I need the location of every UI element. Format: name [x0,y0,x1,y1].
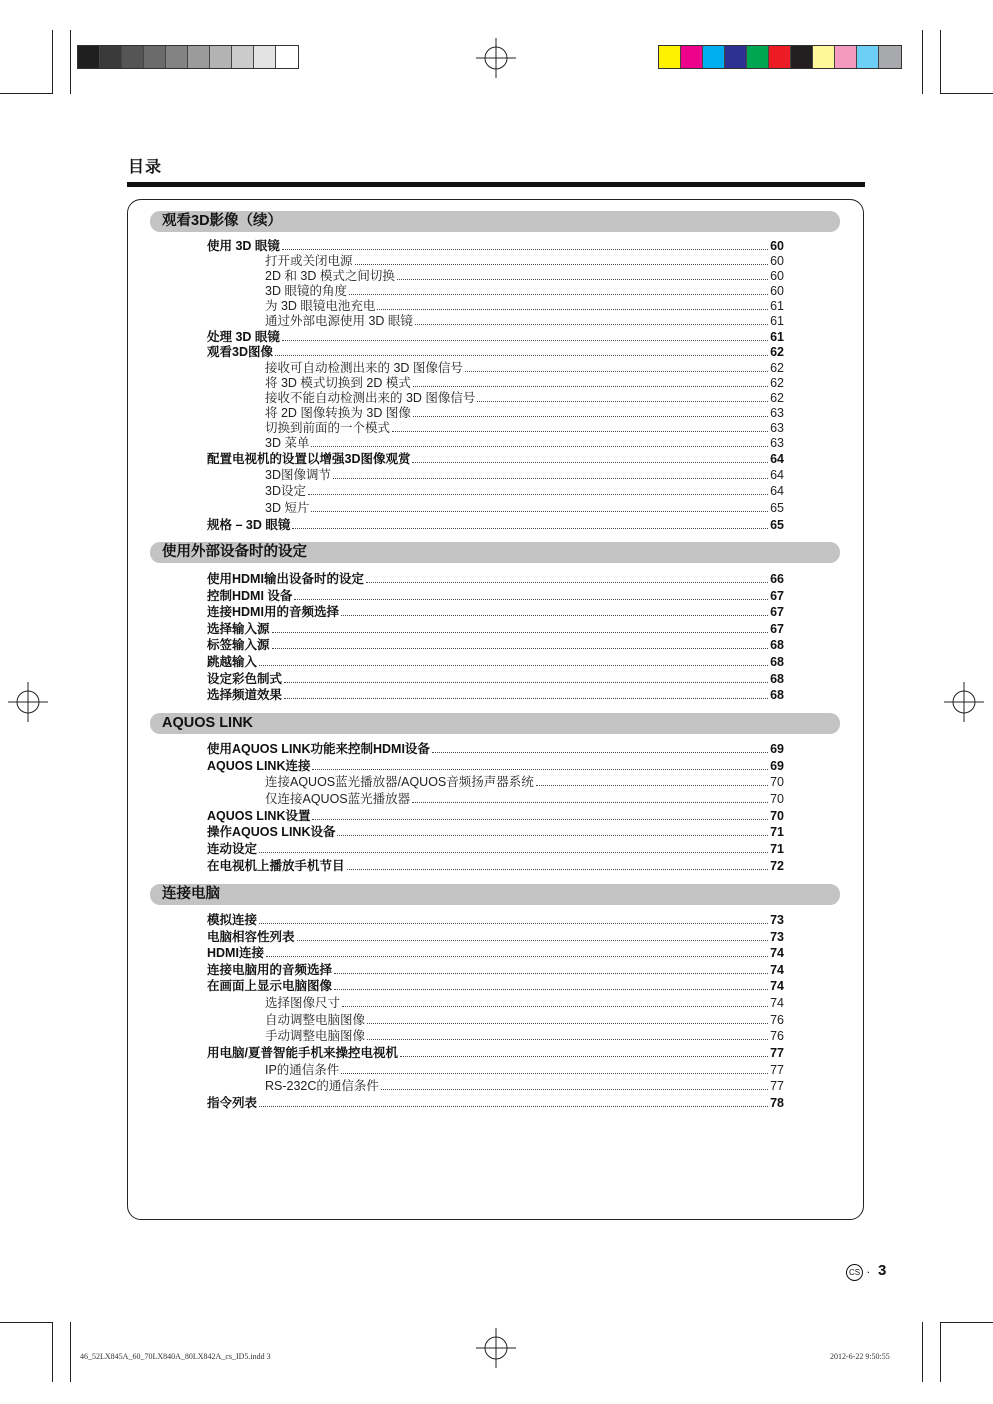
toc-entry-label: 自动调整电脑图像 [265,1013,366,1027]
toc-entry-label: HDMI连接 [207,946,264,960]
toc-entry[interactable] [207,741,784,757]
color-swatch [879,46,901,68]
toc-leader-dots [312,768,768,770]
toc-leader-dots [282,339,768,341]
toc-entry-label: 配置电视机的设置以增强3D图像观赏 [207,452,411,466]
footer-file-info: 46_52LX845A_60_70LX840A_80LX842A_cs_ID5.indd 3 [80,1352,271,1361]
toc-leader-dots [284,697,768,699]
toc-entry-label: AQUOS LINK设置 [207,809,311,823]
toc-entry[interactable] [265,360,784,376]
crop-mark [940,1322,993,1323]
toc-entry-label: 用电脑/夏普智能手机来操控电视机 [207,1046,398,1060]
toc-entry-label: 选择频道效果 [207,688,283,702]
color-swatch [813,46,835,68]
toc-entry[interactable] [207,841,784,857]
page-number: 3 [878,1262,887,1279]
toc-entry[interactable] [207,604,784,620]
toc-entry-page: 65 [770,501,784,515]
toc-entry[interactable] [265,420,784,436]
toc-leader-dots [341,1072,768,1074]
toc-entry-label: 3D设定 [265,484,306,498]
toc-entry-page: 73 [770,913,784,927]
toc-entry[interactable] [265,313,784,329]
toc-entry-label: 将 3D 模式切换到 2D 模式 [265,376,411,390]
toc-leader-dots [400,1055,768,1057]
toc-leader-dots [311,510,768,512]
toc-entry-label: 设定彩色制式 [207,672,283,686]
toc-entry-page: 66 [770,572,784,586]
toc-entry[interactable] [207,962,784,978]
toc-leader-dots [349,293,768,295]
toc-entry-page: 74 [770,979,784,993]
toc-leader-dots [415,323,768,325]
toc-leader-dots [367,1022,768,1024]
toc-entry[interactable] [207,637,784,653]
toc-leader-dots [259,922,768,924]
toc-entry-page: 62 [770,361,784,375]
toc-entry[interactable] [265,467,784,483]
toc-leader-dots [259,664,768,666]
gray-swatch [100,46,122,68]
color-swatch [791,46,813,68]
gray-swatch [210,46,232,68]
registration-mark-icon [944,682,984,722]
toc-entry-page: 76 [770,1013,784,1027]
toc-leader-dots [266,955,768,957]
section-header: 观看3D影像（续） [150,211,840,232]
toc-entry-label: 标签输入源 [207,638,270,652]
toc-entry[interactable] [265,253,784,269]
toc-leader-dots [272,631,769,633]
toc-entry-page: 70 [770,792,784,806]
color-swatch [835,46,857,68]
toc-entry-page: 60 [770,269,784,283]
crop-mark [52,30,53,94]
toc-entry-page: 68 [770,638,784,652]
color-swatch [681,46,703,68]
toc-entry-page: 67 [770,622,784,636]
toc-entry[interactable] [265,268,784,284]
toc-entry-label: 使用AQUOS LINK功能来控制HDMI设备 [207,742,430,756]
toc-leader-dots [413,385,768,387]
crop-mark [922,30,923,94]
toc-entry-page: 74 [770,996,784,1010]
toc-entry-page: 67 [770,605,784,619]
toc-entry-page: 71 [770,842,784,856]
toc-entry[interactable] [207,517,784,533]
toc-leader-dots [275,354,768,356]
toc-entry-page: 61 [770,299,784,313]
toc-leader-dots [294,598,768,600]
crop-mark [52,1322,53,1382]
toc-entry[interactable] [265,375,784,391]
toc-entry[interactable] [207,912,784,928]
toc-entry[interactable] [207,654,784,670]
gray-swatch-strip [77,45,299,69]
toc-entry[interactable] [265,1078,784,1094]
toc-entry-page: 67 [770,589,784,603]
toc-entry-label: 模拟连接 [207,913,258,927]
toc-leader-dots [413,415,768,417]
toc-leader-dots [337,834,768,836]
crop-mark [70,1322,71,1382]
badge-separator: · [866,1264,871,1279]
toc-entry-label: 跳越输入 [207,655,258,669]
toc-entry-label: 连接AQUOS蓝光播放器/AQUOS音频扬声器系统 [265,775,534,789]
toc-entry-label: 3D 眼镜的角度 [265,284,347,298]
toc-entry-page: 62 [770,345,784,359]
toc-entry[interactable] [207,824,784,840]
gray-swatch [122,46,144,68]
color-swatch-strip [658,45,902,69]
toc-entry[interactable] [265,500,784,516]
toc-entry[interactable] [207,1095,784,1111]
toc-entry[interactable] [265,435,784,451]
toc-entry-label: 控制HDMI 设备 [207,589,293,603]
toc-leader-dots [377,308,768,310]
toc-entry-page: 63 [770,421,784,435]
page-title: 目录 [128,159,163,176]
color-swatch [747,46,769,68]
toc-entry-page: 62 [770,376,784,390]
registration-mark-icon [8,682,48,722]
color-swatch [659,46,681,68]
toc-entry-page: 61 [770,330,784,344]
toc-entry-page: 64 [770,484,784,498]
crop-mark [70,30,71,94]
color-swatch [703,46,725,68]
toc-leader-dots [308,493,768,495]
color-swatch [857,46,879,68]
toc-entry[interactable] [207,1045,784,1061]
toc-leader-dots [292,527,768,529]
toc-entry-page: 70 [770,809,784,823]
toc-entry-label: 在画面上显示电脑图像 [207,979,333,993]
toc-entry-label: 通过外部电源使用 3D 眼镜 [265,314,413,328]
toc-entry-page: 61 [770,314,784,328]
toc-entry[interactable] [207,858,784,874]
toc-entry-label: 使用 3D 眼镜 [207,239,280,253]
toc-entry-page: 65 [770,518,784,532]
toc-entry-page: 69 [770,742,784,756]
toc-entry-label: 指令列表 [207,1096,258,1110]
toc-entry[interactable] [265,791,784,807]
toc-entry-label: 规格 – 3D 眼镜 [207,518,291,532]
toc-entry-page: 77 [770,1046,784,1060]
gray-swatch [144,46,166,68]
toc-entry-page: 69 [770,759,784,773]
crop-mark [922,1322,923,1382]
language-badge [846,1264,870,1281]
crop-mark [0,1322,52,1323]
gray-swatch [188,46,210,68]
toc-entry[interactable] [265,298,784,314]
toc-entry-label: 在电视机上播放手机节目 [207,859,345,873]
gray-swatch [232,46,254,68]
toc-entry-page: 68 [770,672,784,686]
toc-leader-dots [334,988,768,990]
toc-entry-page: 70 [770,775,784,789]
toc-entry-page: 73 [770,930,784,944]
toc-leader-dots [397,278,768,280]
toc-leader-dots [432,751,768,753]
gray-swatch [276,46,298,68]
toc-entry-page: 68 [770,688,784,702]
toc-entry[interactable] [265,483,784,499]
toc-entry-label: 将 2D 图像转换为 3D 图像 [265,406,411,420]
toc-entry-page: 74 [770,963,784,977]
toc-leader-dots [297,939,769,941]
toc-entry-label: 2D 和 3D 模式之间切换 [265,269,395,283]
toc-entry-label: 使用HDMI输出设备时的设定 [207,572,364,586]
toc-leader-dots [342,1005,768,1007]
toc-leader-dots [366,581,768,583]
toc-entry[interactable] [207,588,784,604]
toc-entry-label: 连动设定 [207,842,258,856]
toc-entry[interactable] [265,995,784,1011]
toc-leader-dots [333,477,768,479]
toc-leader-dots [355,263,769,265]
toc-entry-page: 77 [770,1063,784,1077]
toc-entry[interactable] [265,405,784,421]
toc-entry-page: 74 [770,946,784,960]
toc-entry-page: 60 [770,284,784,298]
toc-entry[interactable] [207,929,784,945]
toc-entry-page: 78 [770,1096,784,1110]
toc-entry[interactable] [207,571,784,587]
toc-entry[interactable] [207,329,784,345]
toc-leader-dots [465,370,768,372]
toc-leader-dots [282,248,768,250]
toc-entry[interactable] [207,621,784,637]
registration-mark-icon [476,1328,516,1368]
toc-entry-label: RS-232C的通信条件 [265,1079,379,1093]
toc-entry-page: 60 [770,254,784,268]
toc-entry-label: 选择图像尺寸 [265,996,341,1010]
section-header: AQUOS LINK [150,713,840,734]
toc-entry[interactable] [265,1028,784,1044]
toc-entry-label: AQUOS LINK连接 [207,759,311,773]
toc-entry-label: 处理 3D 眼镜 [207,330,280,344]
toc-entry[interactable] [207,945,784,961]
toc-entry[interactable] [207,687,784,703]
toc-entry-page: 71 [770,825,784,839]
toc-leader-dots [259,1105,768,1107]
toc-entry-page: 60 [770,239,784,253]
color-swatch [769,46,791,68]
toc-leader-dots [341,614,768,616]
toc-entry[interactable] [265,1062,784,1078]
toc-entry-label: IP的通信条件 [265,1063,340,1077]
registration-mark-icon [476,38,516,78]
toc-leader-dots [347,868,769,870]
toc-leader-dots [334,972,768,974]
toc-entry-label: 仅连接AQUOS蓝光播放器 [265,792,411,806]
title-rule [127,182,865,187]
section-header: 连接电脑 [150,884,840,905]
toc-entry[interactable] [265,283,784,299]
toc-entry-label: 接收可自动检测出来的 3D 图像信号 [265,361,463,375]
toc-entry-label: 选择输入源 [207,622,270,636]
toc-entry-label: 3D图像调节 [265,468,331,482]
toc-entry-label: 切换到前面的一个模式 [265,421,391,435]
crop-mark [940,93,993,94]
toc-entry-label: 观看3D图像 [207,345,273,359]
color-swatch [725,46,747,68]
toc-entry-label: 操作AQUOS LINK设备 [207,825,336,839]
toc-entry[interactable] [207,978,784,994]
toc-entry-label: 电脑相容性列表 [207,930,295,944]
toc-entry-label: 为 3D 眼镜电池充电 [265,299,376,313]
footer-date-info: 2012-6-22 9:50:55 [830,1352,890,1361]
toc-leader-dots [272,647,769,649]
toc-entry[interactable] [207,238,784,254]
toc-leader-dots [392,430,768,432]
toc-entry-page: 64 [770,452,784,466]
toc-entry-page: 63 [770,406,784,420]
toc-leader-dots [367,1038,768,1040]
toc-entry[interactable] [265,390,784,406]
toc-entry[interactable] [207,671,784,687]
gray-swatch [166,46,188,68]
language-badge-icon: CS [846,1264,863,1281]
crop-mark [0,93,52,94]
toc-entry-label: 接收不能自动检测出来的 3D 图像信号 [265,391,476,405]
toc-leader-dots [259,851,768,853]
toc-entry-page: 63 [770,436,784,450]
gray-swatch [254,46,276,68]
toc-entry[interactable] [265,774,784,790]
toc-entry-label: 3D 菜单 [265,436,310,450]
toc-entry[interactable] [265,1012,784,1028]
toc-entry[interactable] [207,758,784,774]
toc-entry[interactable] [207,451,784,467]
toc-leader-dots [284,681,768,683]
toc-entry-label: 3D 短片 [265,501,310,515]
toc-entry[interactable] [207,808,784,824]
toc-entry-page: 77 [770,1079,784,1093]
toc-leader-dots [381,1088,768,1090]
toc-entry-label: 手动调整电脑图像 [265,1029,366,1043]
toc-entry-label: 连接电脑用的音频选择 [207,963,333,977]
toc-leader-dots [477,400,768,402]
toc-leader-dots [311,445,768,447]
toc-leader-dots [412,461,768,463]
gray-swatch [78,46,100,68]
section-header: 使用外部设备时的设定 [150,542,840,563]
toc-entry-page: 62 [770,391,784,405]
toc-entry-page: 72 [770,859,784,873]
toc-leader-dots [412,801,768,803]
toc-entry-label: 连接HDMI用的音频选择 [207,605,339,619]
toc-entry-page: 64 [770,468,784,482]
toc-entry-label: 打开或关闭电源 [265,254,353,268]
toc-leader-dots [312,818,768,820]
toc-entry[interactable] [207,344,784,360]
toc-leader-dots [536,784,768,786]
crop-mark [940,30,941,94]
toc-entry-page: 68 [770,655,784,669]
crop-mark [940,1322,941,1382]
toc-entry-page: 76 [770,1029,784,1043]
